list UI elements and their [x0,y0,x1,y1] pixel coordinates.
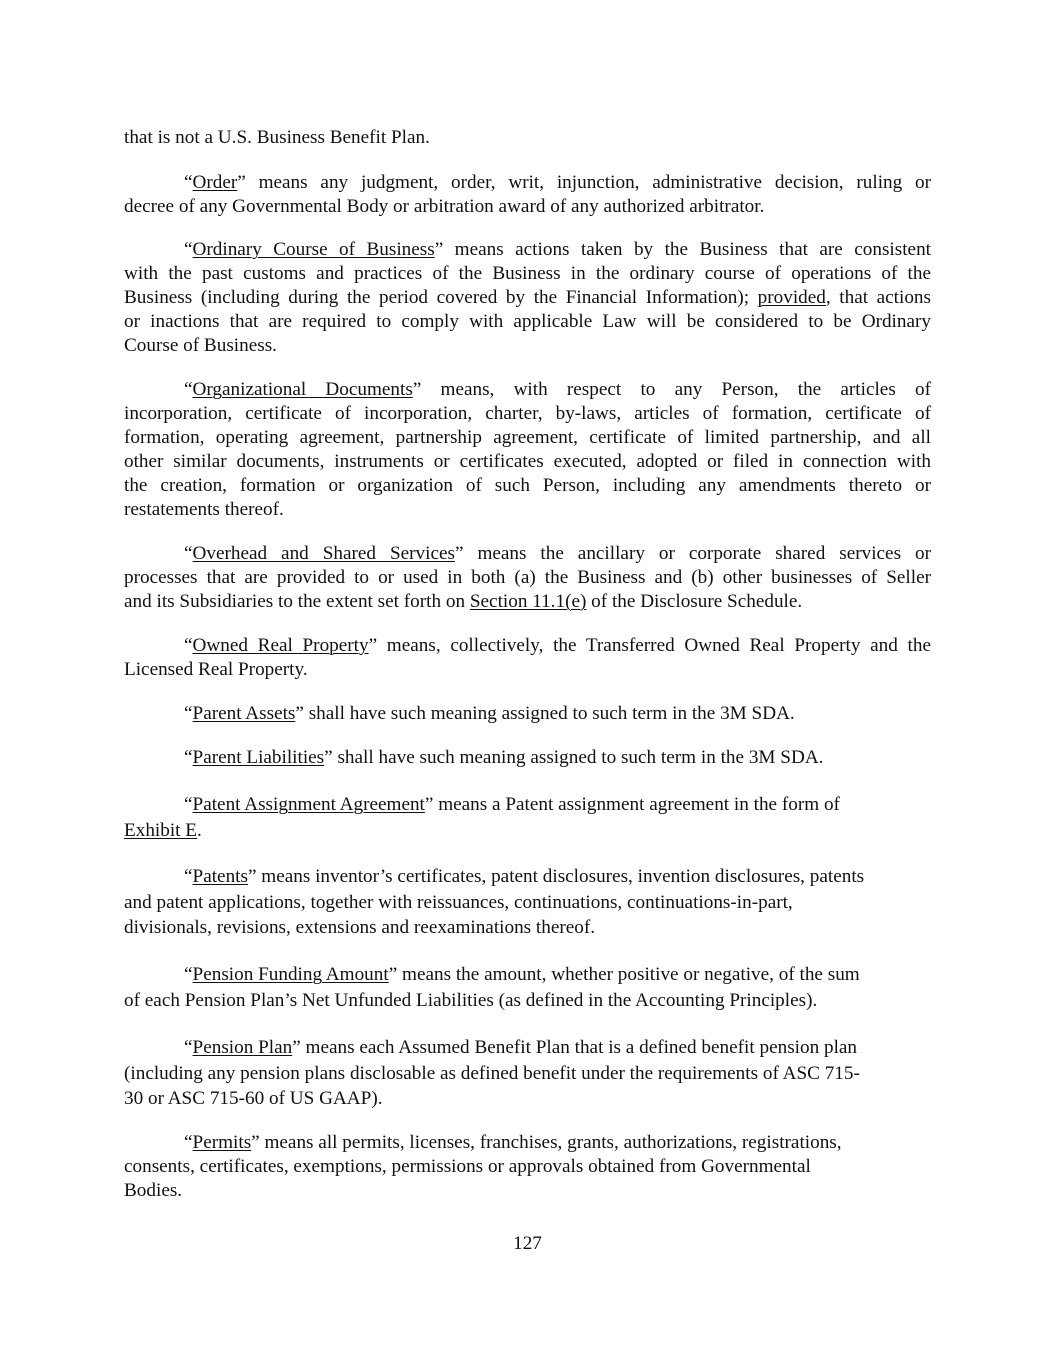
text-segment: ” shall have such meaning assigned to such term in the 3M SDA. [324,747,824,768]
text-segment: “ [184,866,193,887]
text-segment: “ [184,239,193,260]
definition-overhead-and-shared-services [124,542,931,614]
text-segment: ” shall have such meaning assigned to such term in the 3M SDA. [295,703,795,724]
text-segment: of the Disclosure Schedule. [586,591,803,612]
defined-term: Organizational Documents [192,379,413,400]
text-line [124,195,931,219]
text-segment: “ [184,543,193,564]
text-segment: divisionals, revisions, extensions and reexaminations thereof. [124,917,596,938]
definition-order [124,171,931,219]
text-segment: “ [184,1037,193,1058]
text-segment: decree of any Governmental Body or arbitration award of any authorized arbitrator. [124,196,765,217]
text-line [124,818,931,844]
defined-term: Pension Plan [192,1037,293,1058]
definition-pension-funding-amount [124,962,931,1013]
text-line [124,702,931,726]
text-line [124,286,931,310]
definition-ordinary-course-of-business [124,238,931,358]
text-line [124,171,931,195]
text-segment: processes that are provided to or used in both (a) the Business and (b) other businesses of Seller [124,567,931,588]
text-segment: or inactions that are required to comply with applicable Law will be considered to be Ordinary [124,311,931,332]
defined-term: Patent Assignment Agreement [192,794,425,815]
text-line [124,1061,931,1087]
text-segment: of each Pension Plan’s Net Unfunded Liabilities (as defined in the Accounting Principles). [124,989,818,1011]
text-segment: consents, certificates, exemptions, permissions or approvals obtained from Governmental [124,1156,811,1177]
text-segment: (including any pension plans disclosable as defined benefit under the requirements of ASC 715- [124,1062,860,1084]
text-line [124,658,931,682]
text-line [124,378,931,402]
definition-parent-assets [124,702,931,726]
text-segment: 30 or ASC 715-60 of US GAAP). [124,1088,383,1109]
text-segment: ” means a Patent assignment agreement in the form of [424,794,840,815]
text-line [124,126,931,150]
text-segment: incorporation, certificate of incorporation, charter, by-laws, articles of formation, certificate of [124,403,931,424]
paragraph-continuation [124,126,931,150]
text-segment: “ [184,703,193,724]
text-segment: “ [184,172,193,193]
text-segment: . [197,819,202,841]
text-line [124,988,931,1014]
text-segment: Licensed Real Property. [124,659,308,680]
text-segment: formation, operating agreement, partnership agreement, certificate of limited partnership, and all [124,427,931,448]
defined-term: Ordinary Course of Business [192,239,435,260]
defined-term: Pension Funding Amount [192,964,389,985]
text-segment: ” means all permits, licenses, franchises, grants, authorizations, registrations, [251,1132,842,1153]
defined-term: Order [192,172,238,193]
text-line [124,915,931,941]
text-line [124,962,931,988]
text-line [124,590,931,614]
text-line [124,890,931,916]
text-line [124,474,931,498]
text-segment: Business (including during the period covered by the Financial Information); [124,287,758,308]
text-line [124,426,931,450]
text-segment: ” means the ancillary or corporate shared services or [454,543,931,564]
defined-term: Patents [192,866,248,887]
text-segment: and its Subsidiaries to the extent set forth on [124,591,470,612]
definition-parent-liabilities [124,746,931,770]
text-line [124,310,931,334]
text-segment: ” means any judgment, order, writ, injunction, administrative decision, ruling or [237,172,931,193]
definition-patent-assignment-agreement [124,792,931,843]
text-line [124,450,931,474]
defined-term: provided [757,287,826,308]
text-line [124,402,931,426]
text-segment: ” means actions taken by the Business that are consistent [434,239,931,260]
text-segment: “ [184,1132,193,1153]
text-line [124,334,931,358]
definition-owned-real-property [124,634,931,682]
text-segment: the creation, formation or organization of such Person, including any amendments thereto or [124,475,931,496]
text-segment: ” means the amount, whether positive or negative, of the sum [388,964,860,985]
definition-pension-plan [124,1035,931,1112]
text-segment: with the past customs and practices of the Business in the ordinary course of operations of the [124,263,931,284]
defined-term: Parent Liabilities [192,747,325,768]
text-segment: ” means, with respect to any Person, the articles of [412,379,931,400]
definition-organizational-documents [124,378,931,522]
text-segment: ” means inventor’s certificates, patent disclosures, invention disclosures, patents [247,866,865,887]
text-segment: “ [184,794,193,815]
text-segment: restatements thereof. [124,499,284,520]
text-line [124,262,931,286]
text-line [124,1086,931,1112]
text-segment: “ [184,964,193,985]
defined-term: Permits [192,1132,252,1153]
text-line [124,1131,931,1155]
text-line [124,792,931,818]
text-segment: Bodies. [124,1180,183,1201]
text-segment: “ [184,747,193,768]
text-line [124,1155,931,1179]
text-line [124,1035,931,1061]
text-segment: “ [184,379,193,400]
defined-term: Overhead and Shared Services [192,543,455,564]
text-line [124,1179,931,1203]
text-line [124,566,931,590]
text-segment: ” means, collectively, the Transferred Owned Real Property and the [368,635,931,656]
text-segment: “ [184,635,193,656]
defined-term: Exhibit E [124,819,198,841]
text-line [124,634,931,658]
text-line [124,542,931,566]
text-segment: , that actions [825,287,931,308]
text-line [124,238,931,262]
text-segment: Course of Business. [124,335,277,356]
text-line [124,746,931,770]
text-line [124,498,931,522]
text-segment: and patent applications, together with reissuances, continuations, continuations-in-part, [124,891,793,913]
text-segment: that is not a U.S. Business Benefit Plan. [124,127,430,148]
text-line [124,864,931,890]
defined-term: Section 11.1(e) [469,591,587,612]
page-number: 127 [513,1233,542,1254]
text-segment: other similar documents, instruments or certificates executed, adopted or filed in connection with [124,451,931,472]
definition-patents [124,864,931,941]
defined-term: Owned Real Property [192,635,369,656]
defined-term: Parent Assets [192,703,296,724]
definition-permits [124,1131,931,1203]
text-segment: ” means each Assumed Benefit Plan that is a defined benefit pension plan [292,1037,858,1058]
